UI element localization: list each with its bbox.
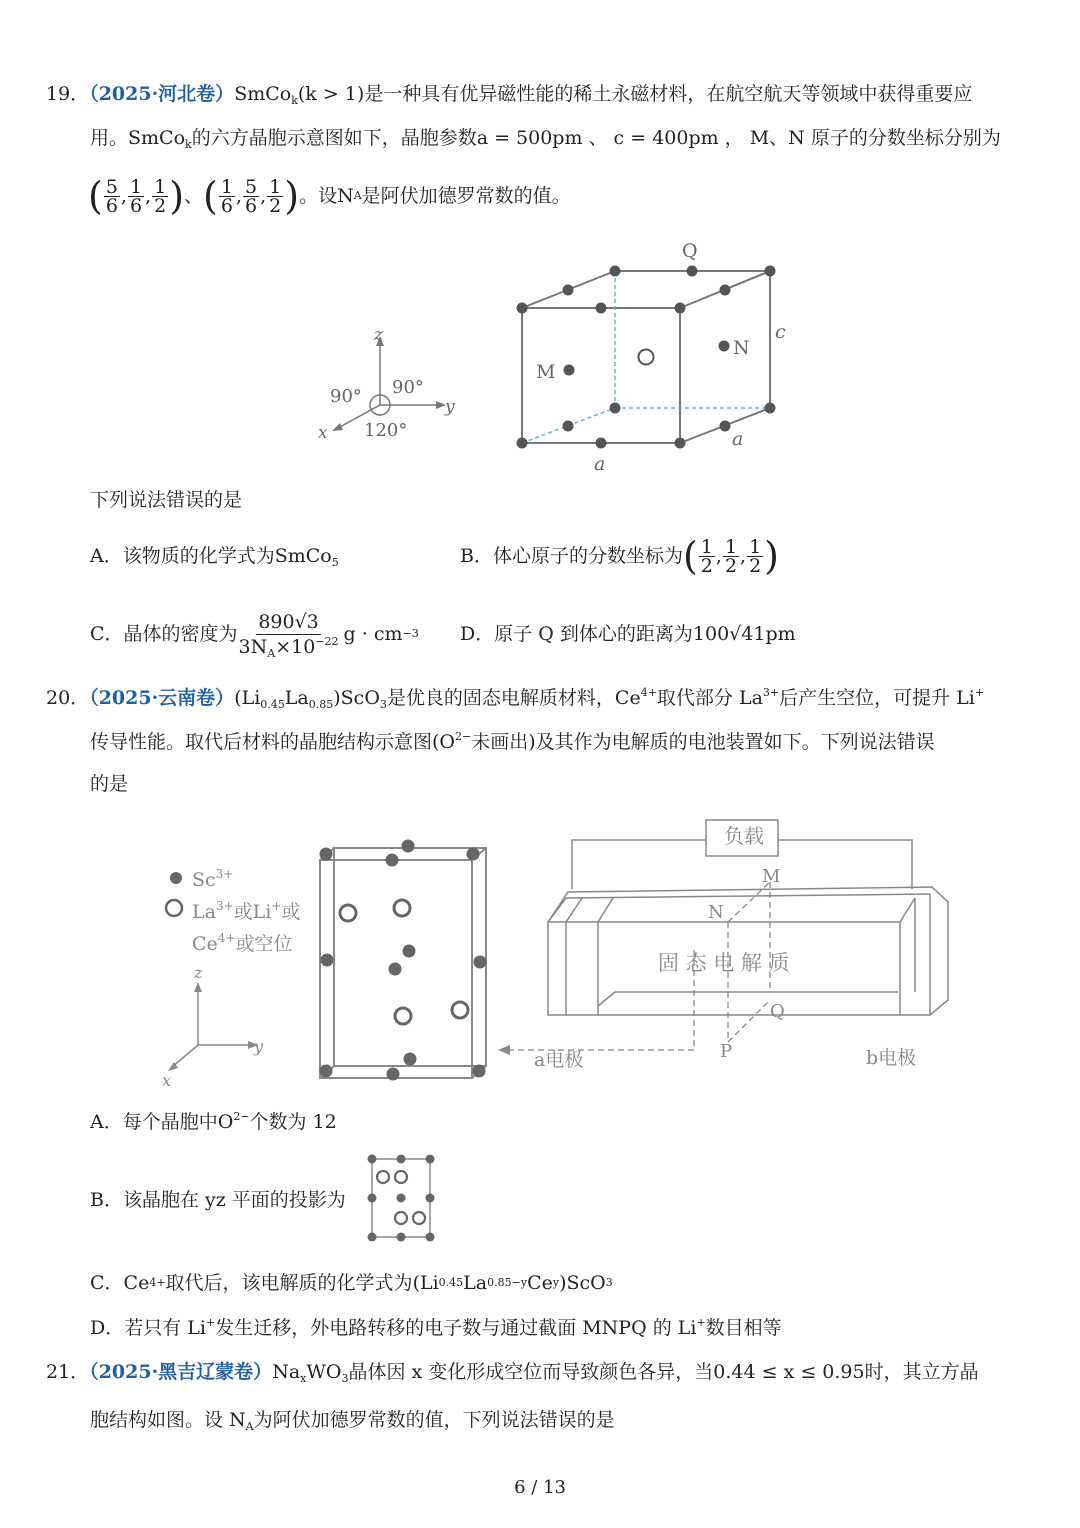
q19-atom-n	[719, 341, 730, 352]
q19-option-a-text: A．该物质的化学式为SmCo	[90, 545, 332, 567]
q19-option-b-text: B．体心原子的分数坐标为	[460, 545, 683, 567]
q20-option-a[interactable]: A．每个晶胞中$O^{2-}$个数为 12	[90, 1110, 337, 1133]
q19-option-b[interactable]: B．体心原子的分数坐标为 ( $\frac{1}{2}$ , $\frac{1}{2}$ , $\frac{1}{2}$ )	[460, 534, 779, 578]
q21-line1: 21．（2025·黑吉辽蒙卷）$Na_xWO_3$晶体因 x 变化形成空位而导致颜色各异，当0.44 ≤ x ≤ 0.95时，其立方晶	[46, 1361, 979, 1385]
q19-angle-3: 120°	[364, 420, 408, 441]
q20-line1: 20．（2025·云南卷）$(Li_{0.45}La_{0.85})ScO_3$是优良的固态电解质材料，$Ce^{4+}$取代部分 $La^{3+}$后产生空位，可提升 Li+	[46, 686, 985, 711]
q19-cond: (k > 1)	[297, 83, 365, 105]
q19-line3-text: 。设	[299, 185, 338, 207]
q19-line1-text: 是一种具有优异磁性能的稀土永磁材料，在航空航天等领域中获得重要应	[364, 83, 973, 105]
q21-number: 21．	[46, 1361, 90, 1383]
q19-option-c-text: C．晶体的密度为	[90, 623, 238, 645]
q19-angle-2: 90°	[392, 377, 424, 398]
q21-source: （2025·黑吉辽蒙卷）	[89, 1361, 273, 1383]
q20-option-d[interactable]: D．若只有 Li+发生迁移，外电路转移的电子数与通过截面 MNPQ 的 Li+数目相等	[90, 1316, 782, 1339]
q20-axis-y: y	[254, 1037, 264, 1056]
q19-label-n: N	[733, 337, 750, 359]
q19-axis-y: y	[445, 397, 455, 417]
q19-line2-b: 的六方晶胞示意图如下，晶胞参数	[191, 127, 477, 149]
q19-na: N	[337, 185, 354, 207]
q19-atom-m	[564, 365, 575, 376]
q19-axis-z: z	[374, 325, 383, 345]
q20-legend-ce-vacancy: $Ce^{4+}$或空位	[192, 931, 293, 955]
q19-option-a[interactable]	[90, 542, 339, 570]
q19-option-c-unit: g · cm	[343, 623, 403, 645]
q19-label-m: M	[536, 361, 556, 383]
q19-label-q: Q	[682, 240, 698, 262]
q19-number: 19．	[46, 83, 90, 105]
q19-line2-c: a = 500pm 、 c = 400pm ， M、N 原子的分数坐标分别为	[476, 127, 1001, 149]
page-number: 6 / 13	[514, 1477, 566, 1498]
q20-legend-la-li: $La^{3+}$或Li+或	[192, 899, 301, 923]
q19-formula: SmCo	[234, 83, 292, 105]
q19-body-center-atom	[639, 350, 654, 365]
q19-coord-sep: 、	[184, 185, 204, 207]
q19-line2-a: 用。SmCo	[90, 127, 186, 149]
q19-axis-x: x	[318, 423, 328, 443]
q20-axis-x: x	[162, 1071, 172, 1090]
q20-line3: 的是	[90, 773, 129, 795]
q19-option-a-sub: 5	[331, 556, 339, 569]
q19-hexagonal-cell-figure	[300, 230, 820, 480]
q20-load-label: 负载	[724, 824, 764, 848]
q19-line1	[46, 80, 972, 108]
q20-electrode-a: a电极	[534, 1049, 584, 1071]
q19-line3: ( $\frac{5}{6}$ , $\frac{1}{6}$ , $\frac{1}{2}$ ) 、 ( $\frac{1}{6}$ , $\frac{5}{6}$ , $\frac{1}{2}$ ) 。设 N A 是阿伏加德罗常数的值。	[88, 174, 571, 218]
q19-option-c-numerator: 890√3	[258, 610, 319, 633]
q20-label-q: Q	[770, 1001, 785, 1022]
q19-source: （2025·河北卷）	[89, 83, 235, 105]
q20-electrolyte-label: 固 态 电 解 质	[658, 951, 790, 975]
q19-option-c-denominator: $3N_A\times 10^{-22}$	[238, 634, 339, 660]
q20-legend-sc: $Sc^{3+}$	[192, 867, 234, 891]
q20-label-p: P	[720, 1041, 733, 1062]
q19-option-c[interactable]: C．晶体的密度为 $\frac{890√3}{3N_A\times 10^{-22}}$ g · cm −3	[90, 610, 419, 660]
q20-electrode-b: b电极	[866, 1047, 917, 1069]
q19-label-a-front: a	[594, 453, 606, 475]
q19-formula-sub: k	[291, 94, 298, 107]
q19-option-d[interactable]: D．原子 Q 到体心的距离为100√41pm	[460, 623, 796, 645]
q20-line2: 传导性能。取代后材料的晶胞结构示意图($O^{2-}$未画出)及其作为电解质的电池装置如下。下列说法错误	[90, 730, 935, 753]
q20-cell-and-battery-figure	[150, 810, 950, 1092]
q20-number: 20．	[46, 687, 90, 709]
q20-axis-z: z	[194, 963, 203, 982]
q20-label-n: N	[708, 902, 724, 923]
q20-option-c[interactable]: C．Ce 4+ 取代后，该电解质的化学式为 (Li 0.45 La 0.85−y Ce y )ScO 3	[90, 1272, 613, 1294]
q19-prompt: 下列说法错误的是	[90, 489, 243, 511]
q20-option-b[interactable]: B．该晶胞在 yz 平面的投影为	[90, 1189, 346, 1211]
q19-label-a-side: a	[732, 428, 744, 450]
q19-line2	[90, 124, 1001, 152]
q20-label-m: M	[762, 866, 781, 887]
q19-line3-tail: 是阿伏加德罗常数的值。	[361, 185, 571, 207]
q19-label-c: c	[775, 321, 786, 343]
q21-line2: 胞结构如图。设 $N_A$为阿伏加德罗常数的值，下列说法错误的是	[90, 1409, 615, 1433]
q20-option-b-projection-figure	[364, 1152, 438, 1244]
q19-line2-sub: k	[185, 138, 192, 151]
q19-angle-1: 90°	[330, 386, 362, 407]
q20-source: （2025·云南卷）	[89, 687, 235, 709]
